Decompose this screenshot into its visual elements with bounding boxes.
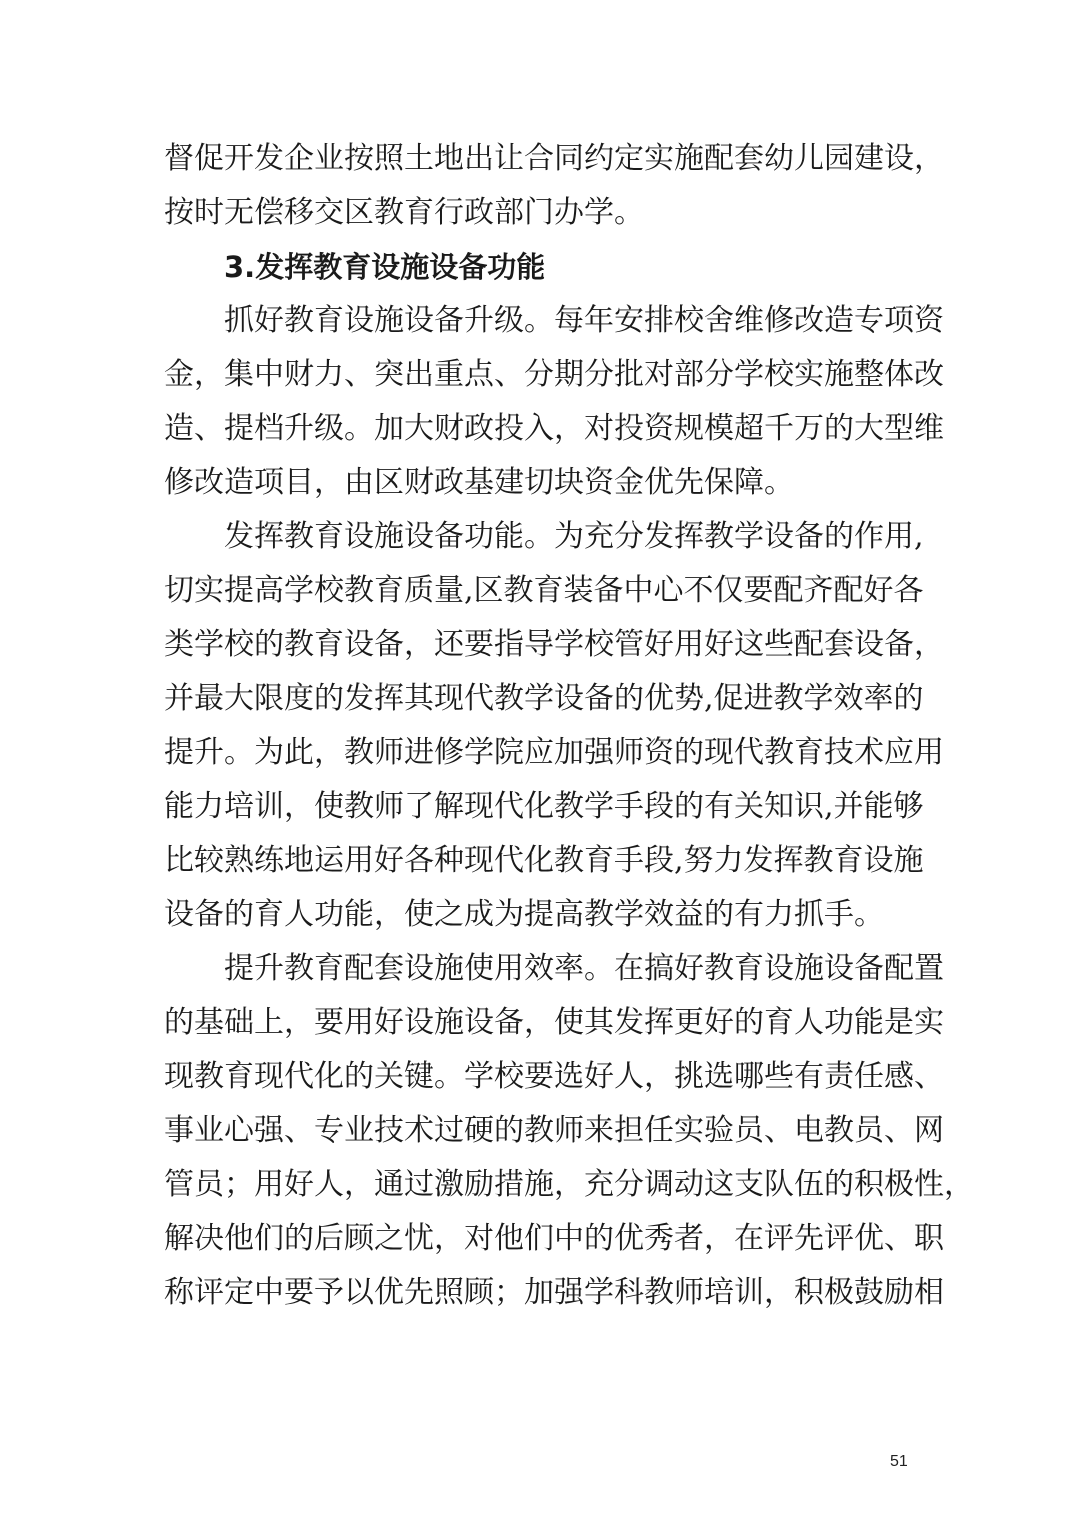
text-line: 督促开发企业按照土地出让合同约定实施配套幼儿园建设， (164, 141, 944, 176)
paragraph-facility-function (164, 510, 944, 942)
text-line: 造、提档升级。加大财政投入，对投资规模超千万的大型维 (164, 411, 944, 446)
text-line: 按时无偿移交区教育行政部门办学。 (164, 195, 644, 230)
section-heading (164, 240, 904, 294)
text-line: 抓好教育设施设备升级。每年安排校舍维修改造专项资 (224, 303, 944, 338)
page-number: 51 (890, 1453, 908, 1470)
text-line: 现教育现代化的关键。学校要选好人，挑选哪些有责任感、 (164, 1059, 944, 1094)
text-line: 提升。为此，教师进修学院应加强师资的现代教育技术应用 (164, 735, 944, 770)
paragraph-usage-efficiency (164, 942, 974, 1320)
text-line: 金，集中财力、突出重点、分期分批对部分学校实施整体改 (164, 357, 944, 392)
text-line: 设备的育人功能，使之成为提高教学效益的有力抓手。 (164, 897, 884, 932)
text-line: 比较熟练地运用好各种现代化教育手段,努力发挥教育设施 (164, 843, 924, 878)
text-line: 事业心强、专业技术过硬的教师来担任实验员、电教员、网 (164, 1113, 944, 1148)
text-line: 类学校的教育设备，还要指导学校管好用好这些配套设备， (164, 627, 944, 662)
text-line: 的基础上，要用好设施设备，使其发挥更好的育人功能是实 (164, 1005, 944, 1040)
text-line: 称评定中要予以优先照顾；加强学科教师培训，积极鼓励相 (164, 1275, 944, 1310)
text-line: 发挥教育设施设备功能。为充分发挥教学设备的作用, (224, 519, 924, 554)
text-line: 并最大限度的发挥其现代教学设备的优势,促进教学效率的 (164, 681, 924, 716)
text-line: 提升教育配套设施使用效率。在搞好教育设施设备配置 (224, 951, 944, 986)
body-text (164, 132, 974, 1320)
paragraph-continuation (164, 132, 944, 240)
text-line: 切实提高学校教育质量,区教育装备中心不仅要配齐配好各 (164, 573, 924, 608)
text-line: 修改造项目，由区财政基建切块资金优先保障。 (164, 465, 794, 500)
heading-text: 3.发挥教育设施设备功能 (224, 250, 546, 284)
paragraph-facility-upgrade (164, 294, 944, 510)
text-line: 解决他们的后顾之忧，对他们中的优秀者，在评先评优、职 (164, 1221, 944, 1256)
text-line: 管员；用好人，通过激励措施，充分调动这支队伍的积极性， (164, 1167, 974, 1202)
text-line: 能力培训，使教师了解现代化教学手段的有关知识,并能够 (164, 789, 924, 824)
